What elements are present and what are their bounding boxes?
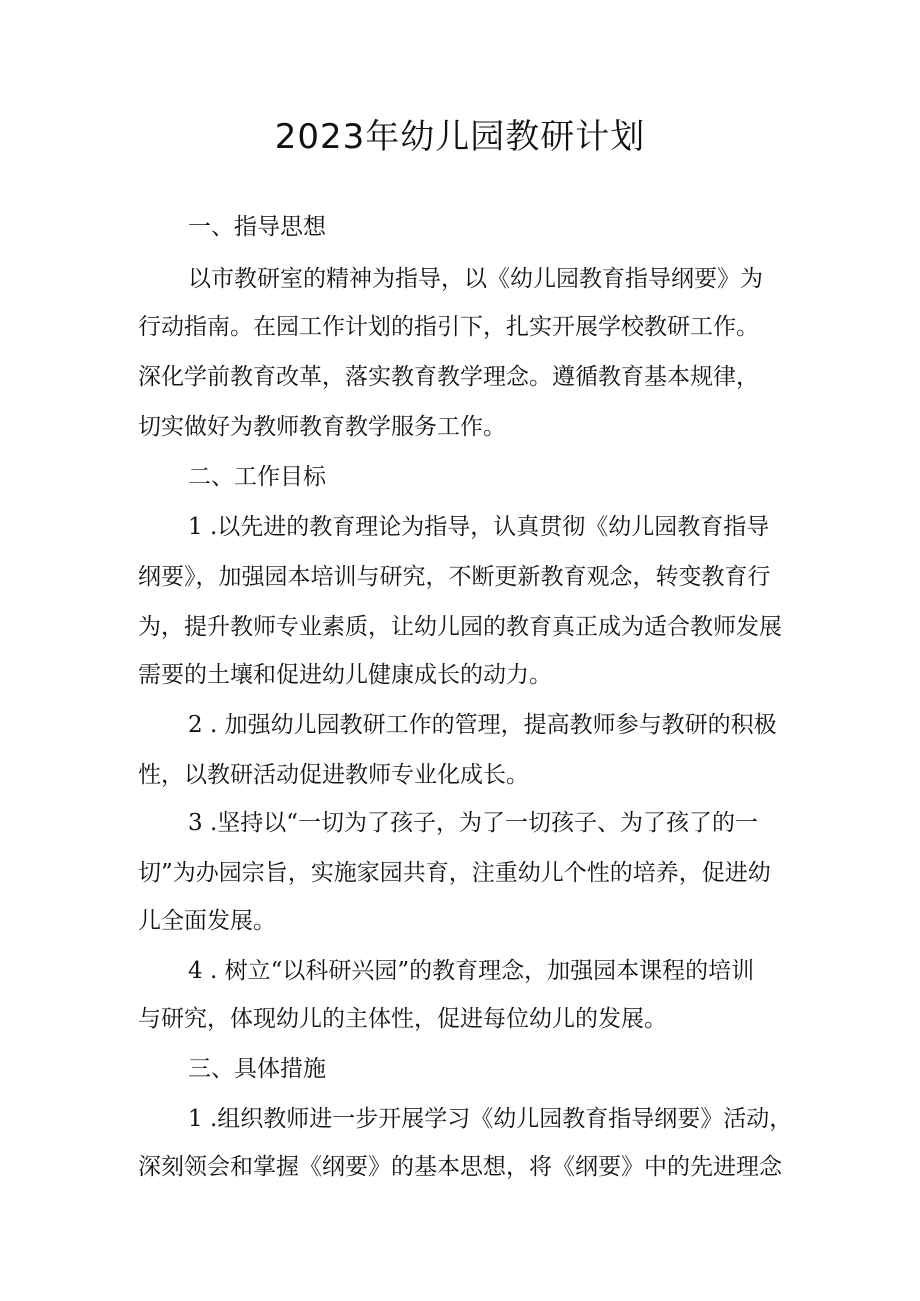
paragraph-line: 切实做好为教师教育教学服务工作。 — [138, 414, 506, 440]
section-heading-guiding-ideology: 一、指导思想 — [188, 214, 326, 240]
paragraph-line: 1 .组织教师进一步开展学习《幼儿园教育指导纲要》活动， — [188, 1106, 793, 1132]
paragraph-line: 以市教研室的精神为指导，以《幼儿园教育指导纲要》为 — [188, 266, 763, 292]
paragraph-line: 性，以教研活动促进教师专业化成长。 — [138, 762, 529, 788]
paragraph-line: 行动指南。在园工作计划的指引下，扎实开展学校教研工作。 — [138, 314, 759, 340]
paragraph-line: 纲要》，加强园本培训与研究，不断更新教育观念，转变教育行 — [138, 564, 771, 590]
paragraph-line: 需要的土壤和促进幼儿健康成长的动力。 — [138, 662, 552, 688]
section-heading-work-goals: 二、工作目标 — [188, 464, 326, 490]
paragraph-line: 3 .坚持以“一切为了孩子，为了一切孩子、为了孩了的一 — [188, 810, 759, 836]
paragraph-line: 深刻领会和掌握《纲要》的基本思想，将《纲要》中的先进理念 — [138, 1154, 782, 1180]
document-title: 2023年幼儿园教研计划 — [274, 117, 646, 157]
paragraph-line: 与研究，体现幼儿的主体性，促进每位幼儿的发展。 — [138, 1006, 667, 1032]
section-heading-specific-measures: 三、具体措施 — [188, 1056, 326, 1082]
paragraph-line: 儿全面发展。 — [138, 908, 276, 934]
paragraph-line: 深化学前教育改革，落实教育教学理念。遵循教育基本规律， — [138, 364, 759, 390]
paragraph-line: 切”为办园宗旨，实施家园共育，注重幼儿个性的培养，促进幼 — [138, 860, 771, 886]
paragraph-line: 1 .以先进的教育理论为指导，认真贯彻《幼儿园教育指导 — [188, 514, 770, 540]
paragraph-line: 2 . 加强幼儿园教研工作的管理，提高教师参与教研的积极 — [188, 712, 777, 738]
paragraph-line: 为，提升教师专业素质，让幼儿园的教育真正成为适合教师发展 — [138, 614, 782, 640]
paragraph-line: 4 . 树立“以科研兴园”的教育理念，加强园本课程的培训 — [188, 958, 755, 984]
